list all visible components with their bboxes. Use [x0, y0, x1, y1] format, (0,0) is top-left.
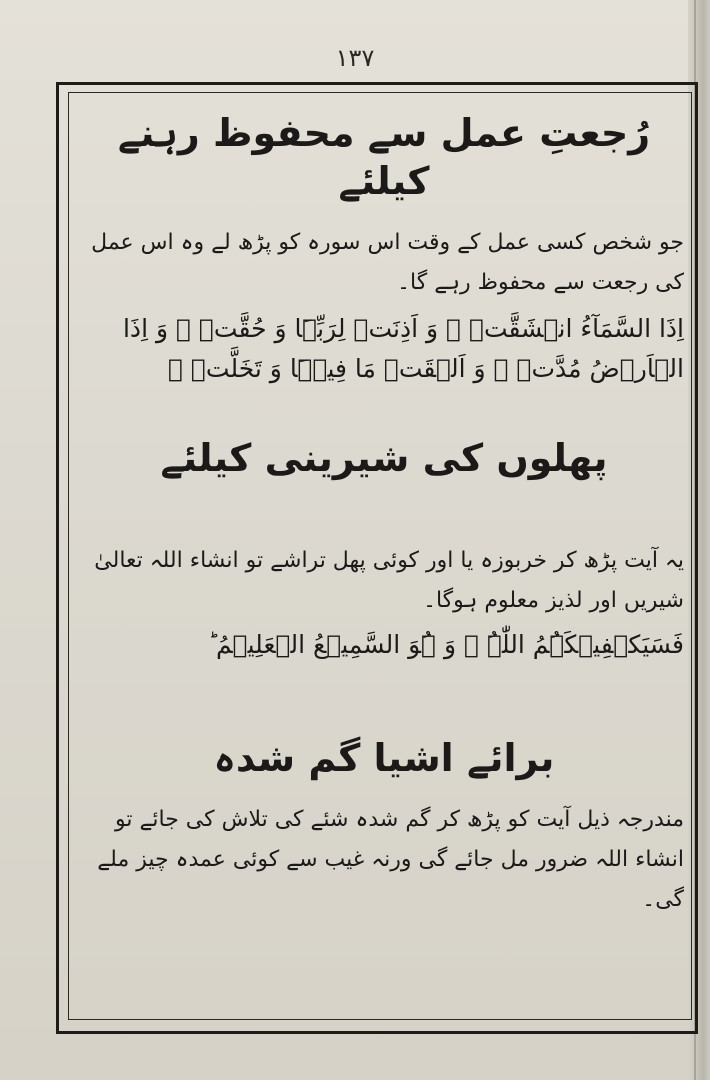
quranic-verse: فَسَیَکۡفِیۡکَہُمُ اللّٰہُ ۚ وَ ہُوَ السَّمِیۡعُ الۡعَلِیۡمُ ؕ — [208, 629, 684, 659]
section-fruit-sweetness — [84, 435, 684, 665]
section-body: یہ آیت پڑھ کر خربوزہ یا اور کوئی پھل تراشے تو انشاء اللہ تعالیٰ شیریں اور لذیز معلوم ہوگا۔ — [94, 547, 684, 613]
section-lost-items — [84, 735, 684, 921]
section-heading: رُجعتِ عمل سے محفوظ رہنے کیلئے — [117, 111, 651, 203]
section-heading: پھلوں کی شیرینی کیلئے — [160, 436, 608, 480]
section-heading: برائے اشیا گم شدہ — [213, 735, 555, 780]
quranic-verse: اِذَا السَّمَآءُ انۡشَقَّتۡ ۙ وَ اَذِنَتۡ لِرَبِّہَا وَ حُقَّتۡ ۙ وَ اِذَا الۡاَرۡضُ مُدَّتۡ ۙ وَ اَلۡقَتۡ مَا فِیۡہَا وَ تَخَلَّتۡ ۙ — [122, 314, 684, 383]
page-content — [84, 108, 684, 920]
page-number: ۱۳۷ — [335, 44, 375, 72]
section-rujat — [84, 110, 684, 389]
section-body: مندرجہ ذیل آیت کو پڑھ کر گم شدہ شئے کی تلاش کی جائے تو انشاء اللہ ضرور مل جائے گی ورنہ غیب سے کوئی عمدہ چیز ملے گی۔ — [97, 807, 684, 912]
section-body: جو شخص کسی عمل کے وقت اس سورہ کو پڑھ لے وہ اس عمل کی رجعت سے محفوظ رہے گا۔ — [91, 230, 684, 295]
